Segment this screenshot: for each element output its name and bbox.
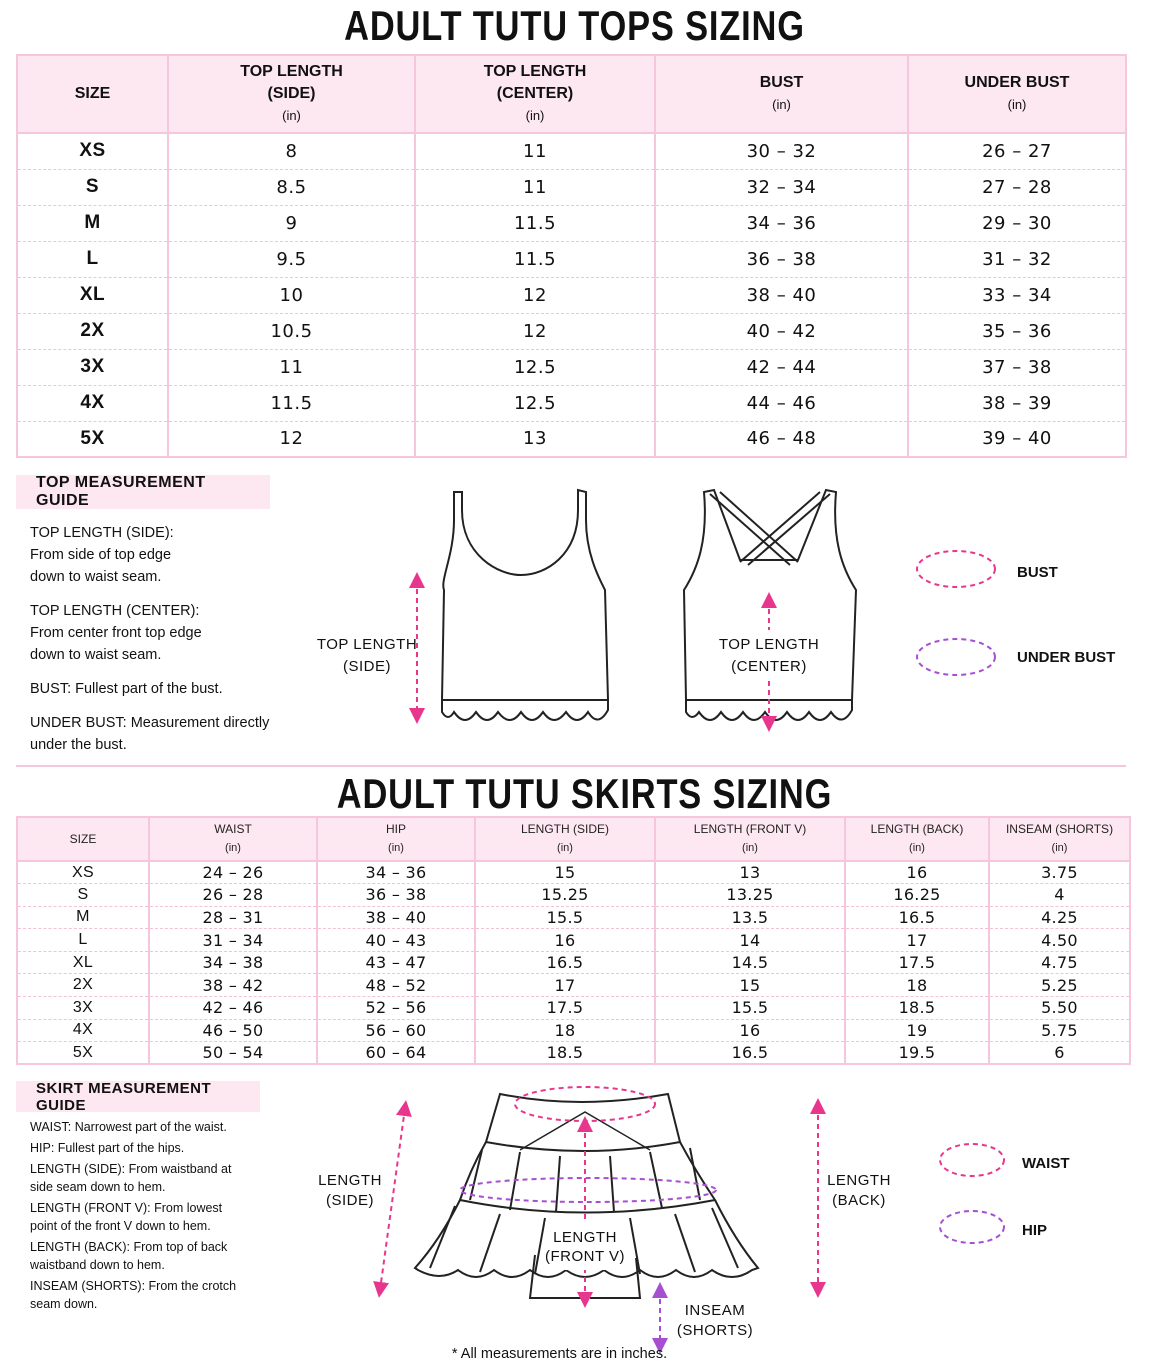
tops-value-cell: 42 – 44 bbox=[655, 349, 908, 385]
skirts-size-cell: L bbox=[17, 929, 149, 952]
skirts-value-cell: 15 bbox=[655, 974, 845, 997]
tops-value-cell: 29 – 30 bbox=[908, 205, 1126, 241]
skirts-title: ADULT TUTU SKIRTS SIZING bbox=[336, 770, 833, 817]
skirts-value-cell: 40 – 43 bbox=[317, 929, 475, 952]
length-front-v-label-1: LENGTH bbox=[553, 1229, 617, 1246]
tops-size-cell: XL bbox=[17, 277, 168, 313]
tops-value-cell: 11 bbox=[415, 169, 655, 205]
inseam-label-1: INSEAM bbox=[684, 1302, 746, 1319]
skirts-value-cell: 16.5 bbox=[475, 951, 655, 974]
length-side-label-2: (SIDE) bbox=[326, 1192, 374, 1209]
guide-item-inseam: INSEAM (SHORTS): From the crotch seam down. bbox=[30, 1279, 237, 1311]
tops-value-cell: 8.5 bbox=[168, 169, 415, 205]
skirts-value-cell: 38 – 42 bbox=[149, 974, 317, 997]
skirts-col-hip: HIP (in) bbox=[317, 817, 475, 861]
skirts-value-cell: 36 – 38 bbox=[317, 884, 475, 907]
tops-value-cell: 11.5 bbox=[168, 385, 415, 421]
skirts-col-length-side: LENGTH (SIDE) (in) bbox=[475, 817, 655, 861]
skirts-value-cell: 43 – 47 bbox=[317, 951, 475, 974]
skirts-value-cell: 50 – 54 bbox=[149, 1042, 317, 1065]
skirts-value-cell: 16 bbox=[475, 929, 655, 952]
tops-value-cell: 10 bbox=[168, 277, 415, 313]
skirts-value-cell: 4.75 bbox=[989, 951, 1130, 974]
hip-ellipse bbox=[460, 1178, 716, 1202]
skirts-value-cell: 52 – 56 bbox=[317, 997, 475, 1020]
tops-size-cell: 4X bbox=[17, 385, 168, 421]
skirts-value-cell: 26 – 28 bbox=[149, 884, 317, 907]
tops-value-cell: 36 – 38 bbox=[655, 241, 908, 277]
guide-item-length-front-v: LENGTH (FRONT V): From lowest point of the front V down to hem. bbox=[30, 1201, 223, 1233]
skirts-value-cell: 46 – 50 bbox=[149, 1019, 317, 1042]
tops-value-cell: 44 – 46 bbox=[655, 385, 908, 421]
skirts-value-cell: 17 bbox=[475, 974, 655, 997]
skirts-col-length-back: LENGTH (BACK) (in) bbox=[845, 817, 989, 861]
skirts-size-cell: 5X bbox=[17, 1042, 149, 1065]
hip-legend-ellipse bbox=[940, 1211, 1004, 1243]
tops-value-cell: 9.5 bbox=[168, 241, 415, 277]
top-guide-heading: TOP MEASUREMENT GUIDE bbox=[16, 475, 270, 509]
skirts-value-cell: 28 – 31 bbox=[149, 906, 317, 929]
skirts-value-cell: 18 bbox=[475, 1019, 655, 1042]
skirts-value-cell: 34 – 38 bbox=[149, 951, 317, 974]
tops-col-under-bust: UNDER BUST (in) bbox=[908, 55, 1126, 133]
tops-value-cell: 13 bbox=[415, 421, 655, 457]
tops-value-cell: 11.5 bbox=[415, 241, 655, 277]
skirts-value-cell: 18 bbox=[845, 974, 989, 997]
skirts-value-cell: 13.5 bbox=[655, 906, 845, 929]
tops-value-cell: 46 – 48 bbox=[655, 421, 908, 457]
skirts-value-cell: 60 – 64 bbox=[317, 1042, 475, 1065]
tops-value-cell: 12 bbox=[415, 313, 655, 349]
skirts-value-cell: 15.25 bbox=[475, 884, 655, 907]
top-length-center-label-2: (CENTER) bbox=[731, 658, 807, 675]
skirts-value-cell: 16 bbox=[655, 1019, 845, 1042]
tops-value-cell: 12 bbox=[168, 421, 415, 457]
tops-value-cell: 39 – 40 bbox=[908, 421, 1126, 457]
length-side-label-1: LENGTH bbox=[318, 1172, 382, 1189]
tops-value-cell: 40 – 42 bbox=[655, 313, 908, 349]
under-bust-legend-label: UNDER BUST bbox=[1017, 649, 1116, 666]
tops-value-cell: 33 – 34 bbox=[908, 277, 1126, 313]
waist-legend-ellipse bbox=[940, 1144, 1004, 1176]
tops-value-cell: 11 bbox=[415, 133, 655, 169]
skirts-size-cell: 2X bbox=[17, 974, 149, 997]
under-bust-legend-ellipse bbox=[917, 639, 995, 675]
skirts-value-cell: 16.25 bbox=[845, 884, 989, 907]
tops-value-cell: 12.5 bbox=[415, 349, 655, 385]
skirts-size-cell: S bbox=[17, 884, 149, 907]
tops-value-cell: 30 – 32 bbox=[655, 133, 908, 169]
tops-value-cell: 9 bbox=[168, 205, 415, 241]
tops-value-cell: 27 – 28 bbox=[908, 169, 1126, 205]
tops-value-cell: 35 – 36 bbox=[908, 313, 1126, 349]
guide-item-hip: HIP: Fullest part of the hips. bbox=[30, 1141, 185, 1155]
guide-item-top-length-side: TOP LENGTH (SIDE): From side of top edge down to waist seam. bbox=[30, 525, 174, 585]
bust-legend-label: BUST bbox=[1017, 564, 1058, 581]
skirts-value-cell: 13.25 bbox=[655, 884, 845, 907]
tops-col-bust: BUST (in) bbox=[655, 55, 908, 133]
skirts-value-cell: 4.50 bbox=[989, 929, 1130, 952]
skirts-value-cell: 15.5 bbox=[475, 906, 655, 929]
skirts-value-cell: 48 – 52 bbox=[317, 974, 475, 997]
tops-size-cell: L bbox=[17, 241, 168, 277]
bust-legend-ellipse bbox=[917, 551, 995, 587]
skirts-size-cell: XS bbox=[17, 861, 149, 884]
guide-item-length-back: LENGTH (BACK): From top of back waistband down to hem. bbox=[30, 1240, 228, 1272]
skirts-col-length-front-v: LENGTH (FRONT V) (in) bbox=[655, 817, 845, 861]
tops-value-cell: 38 – 40 bbox=[655, 277, 908, 313]
tops-title: ADULT TUTU TOPS SIZING bbox=[344, 2, 805, 49]
skirts-value-cell: 18.5 bbox=[475, 1042, 655, 1065]
tops-value-cell: 31 – 32 bbox=[908, 241, 1126, 277]
top-length-side-label-1: TOP LENGTH bbox=[316, 636, 418, 653]
top-length-side-label-2: (SIDE) bbox=[343, 658, 391, 675]
skirts-value-cell: 56 – 60 bbox=[317, 1019, 475, 1042]
length-front-v-label-2: (FRONT V) bbox=[544, 1248, 626, 1265]
skirt-guide-heading: SKIRT MEASUREMENT GUIDE bbox=[16, 1081, 260, 1112]
skirts-value-cell: 4 bbox=[989, 884, 1130, 907]
guide-item-bust: BUST: Fullest part of the bust. bbox=[30, 681, 223, 697]
skirts-value-cell: 15 bbox=[475, 861, 655, 884]
length-side-arrow bbox=[380, 1108, 405, 1290]
skirts-col-inseam: INSEAM (SHORTS) (in) bbox=[989, 817, 1130, 861]
skirts-value-cell: 13 bbox=[655, 861, 845, 884]
skirts-size-cell: XL bbox=[17, 951, 149, 974]
guide-item-top-length-center: TOP LENGTH (CENTER): From center front top edge down to waist seam. bbox=[30, 603, 202, 663]
hip-legend-label: HIP bbox=[1022, 1222, 1048, 1239]
skirts-size-cell: M bbox=[17, 906, 149, 929]
tops-col-size: SIZE bbox=[17, 55, 168, 133]
skirts-value-cell: 38 – 40 bbox=[317, 906, 475, 929]
footnote: * All measurements are in inches. bbox=[451, 1346, 668, 1362]
top-length-center-label-1: TOP LENGTH bbox=[718, 636, 820, 653]
tops-size-cell: XS bbox=[17, 133, 168, 169]
length-back-label-1: LENGTH bbox=[827, 1172, 891, 1189]
guide-item-length-side: LENGTH (SIDE): From waistband at side seam down to hem. bbox=[30, 1162, 232, 1194]
tops-value-cell: 11.5 bbox=[415, 205, 655, 241]
tops-value-cell: 11 bbox=[168, 349, 415, 385]
skirts-value-cell: 34 – 36 bbox=[317, 861, 475, 884]
tops-value-cell: 34 – 36 bbox=[655, 205, 908, 241]
skirts-value-cell: 31 – 34 bbox=[149, 929, 317, 952]
skirts-value-cell: 14 bbox=[655, 929, 845, 952]
skirts-value-cell: 17.5 bbox=[475, 997, 655, 1020]
skirts-value-cell: 18.5 bbox=[845, 997, 989, 1020]
skirts-value-cell: 19 bbox=[845, 1019, 989, 1042]
skirts-value-cell: 16.5 bbox=[655, 1042, 845, 1065]
skirts-value-cell: 5.75 bbox=[989, 1019, 1130, 1042]
skirts-value-cell: 16.5 bbox=[845, 906, 989, 929]
tops-value-cell: 12 bbox=[415, 277, 655, 313]
skirts-size-cell: 4X bbox=[17, 1019, 149, 1042]
guide-item-waist: WAIST: Narrowest part of the waist. bbox=[30, 1120, 227, 1134]
tops-size-cell: 5X bbox=[17, 421, 168, 457]
skirts-size-cell: 3X bbox=[17, 997, 149, 1020]
skirts-value-cell: 4.25 bbox=[989, 906, 1130, 929]
tops-value-cell: 12.5 bbox=[415, 385, 655, 421]
waist-ellipse bbox=[515, 1087, 655, 1121]
skirts-value-cell: 14.5 bbox=[655, 951, 845, 974]
waist-legend-label: WAIST bbox=[1022, 1155, 1070, 1172]
tops-size-cell: 2X bbox=[17, 313, 168, 349]
tops-size-cell: 3X bbox=[17, 349, 168, 385]
inseam-label-2: (SHORTS) bbox=[676, 1322, 754, 1339]
tops-value-cell: 8 bbox=[168, 133, 415, 169]
skirts-value-cell: 16 bbox=[845, 861, 989, 884]
skirts-value-cell: 17 bbox=[845, 929, 989, 952]
skirts-value-cell: 42 – 46 bbox=[149, 997, 317, 1020]
skirts-value-cell: 15.5 bbox=[655, 997, 845, 1020]
skirts-value-cell: 5.50 bbox=[989, 997, 1130, 1020]
tops-value-cell: 26 – 27 bbox=[908, 133, 1126, 169]
tops-value-cell: 38 – 39 bbox=[908, 385, 1126, 421]
skirts-value-cell: 17.5 bbox=[845, 951, 989, 974]
tops-col-length-side: TOP LENGTH (SIDE) (in) bbox=[168, 55, 415, 133]
tops-col-length-center: TOP LENGTH (CENTER) (in) bbox=[415, 55, 655, 133]
skirts-value-cell: 6 bbox=[989, 1042, 1130, 1065]
skirts-col-size: SIZE bbox=[17, 817, 149, 861]
skirts-value-cell: 24 – 26 bbox=[149, 861, 317, 884]
skirts-col-waist: WAIST (in) bbox=[149, 817, 317, 861]
tops-size-cell: M bbox=[17, 205, 168, 241]
skirts-value-cell: 19.5 bbox=[845, 1042, 989, 1065]
tops-value-cell: 10.5 bbox=[168, 313, 415, 349]
length-back-label-2: (BACK) bbox=[832, 1192, 886, 1209]
skirts-value-cell: 3.75 bbox=[989, 861, 1130, 884]
tank-top-front-drawing bbox=[442, 490, 608, 720]
tops-value-cell: 37 – 38 bbox=[908, 349, 1126, 385]
tops-size-cell: S bbox=[17, 169, 168, 205]
tops-value-cell: 32 – 34 bbox=[655, 169, 908, 205]
skirts-value-cell: 5.25 bbox=[989, 974, 1130, 997]
guide-item-under-bust: UNDER BUST: Measurement directly under the bust. bbox=[30, 715, 270, 753]
